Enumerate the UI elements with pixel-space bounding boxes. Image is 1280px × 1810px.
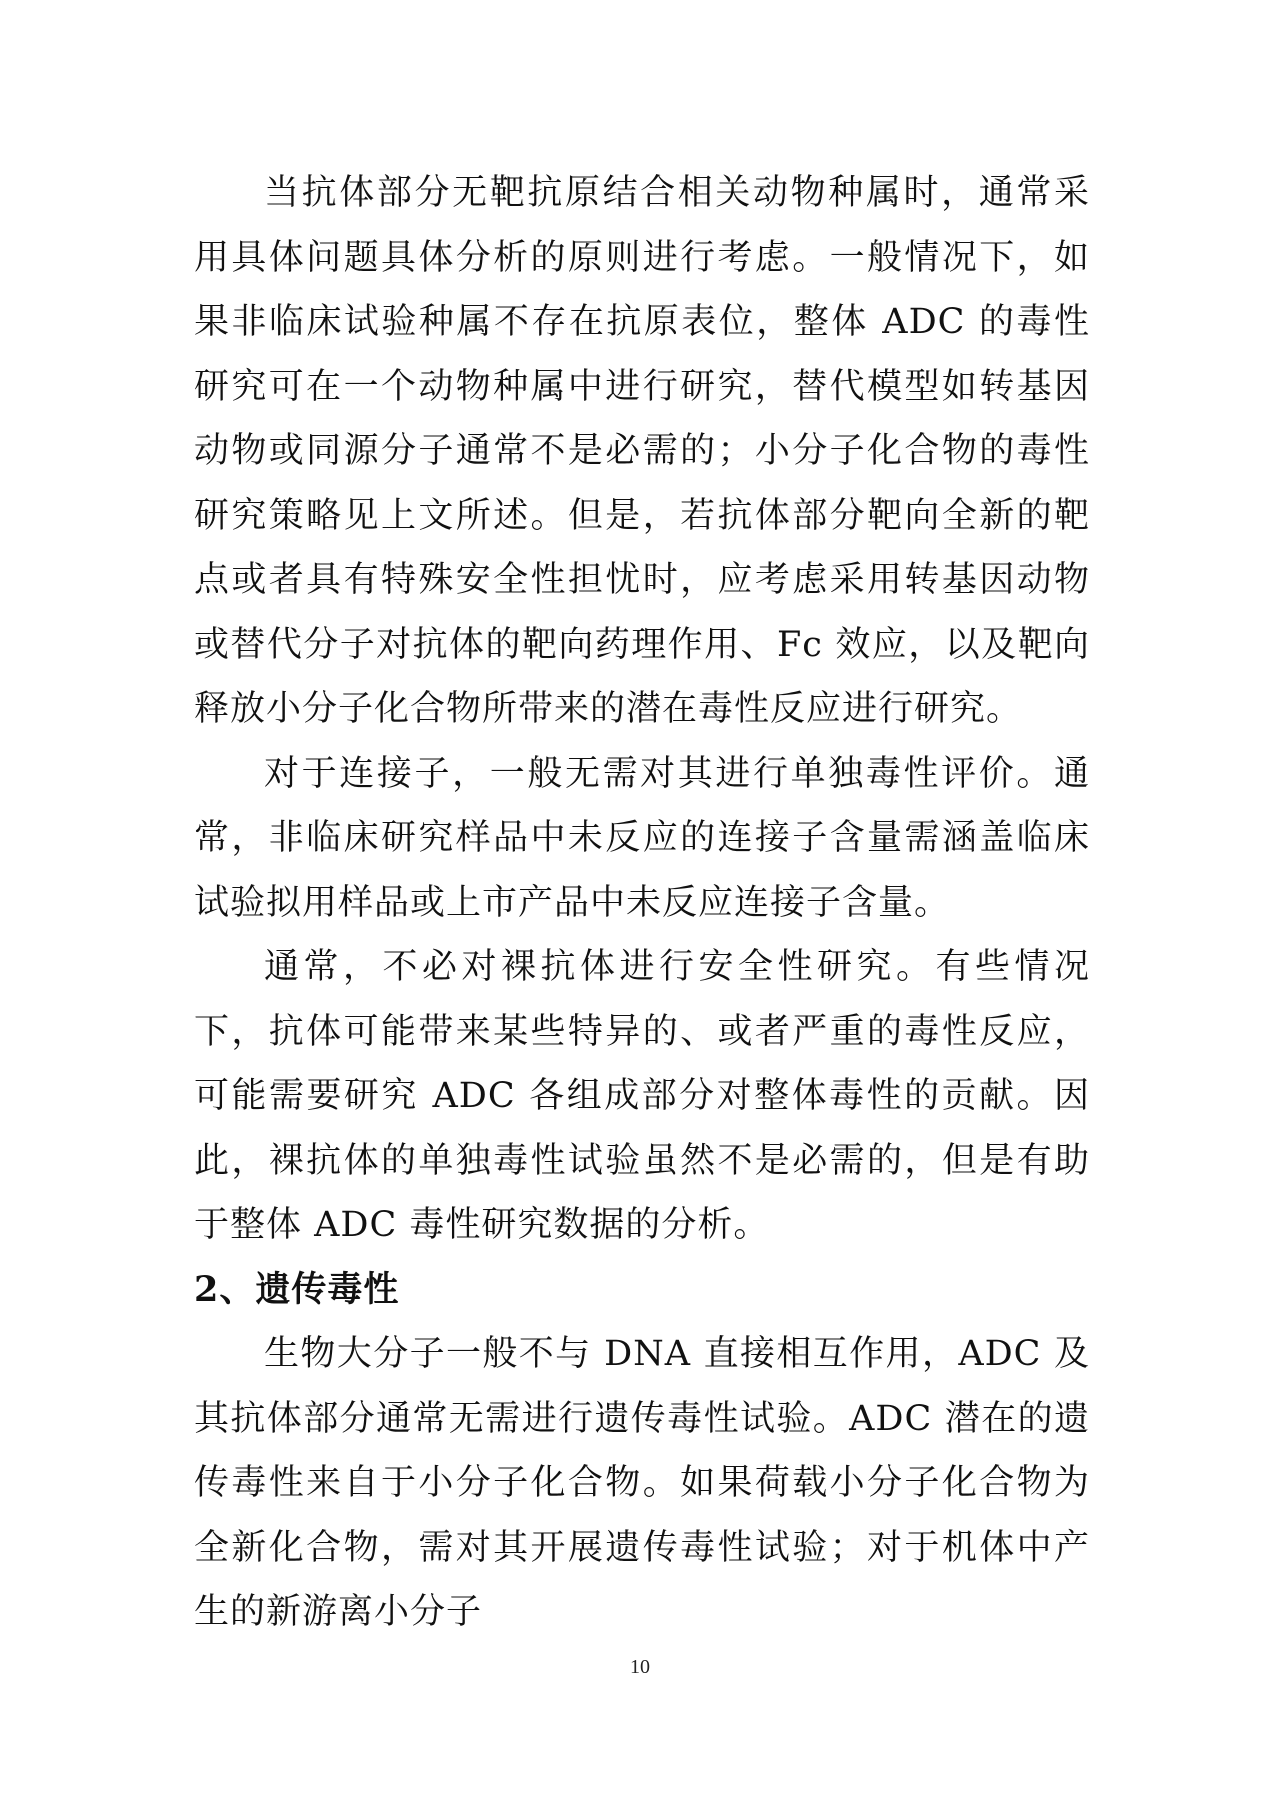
paragraph-naked-antibody: 通常，不必对裸抗体进行安全性研究。有些情况下，抗体可能带来某些特异的、或者严重的毒性反应，可能需要研究 ADC 各组成部分对整体毒性的贡献。因此，裸抗体的单独毒性试验虽然不是必需的，但是有助于整体 ADC 毒性研究数据的分析。 [194, 947, 1090, 1245]
document-body [194, 161, 1090, 1645]
page-number: 10 [630, 1656, 650, 1678]
paragraph-linker: 对于连接子，一般无需对其进行单独毒性评价。通常，非临床研究样品中未反应的连接子含量需涵盖临床试验拟用样品或上市产品中未反应连接子含量。 [194, 753, 1090, 923]
section-heading-genotoxicity: 2、遗传毒性 [194, 1268, 400, 1310]
paragraph-genotoxicity: 生物大分子一般不与 DNA 直接相互作用，ADC 及其抗体部分通常无需进行遗传毒性试验。ADC 潜在的遗传毒性来自于小分子化合物。如果荷载小分子化合物为全新化合物，需对其开展遗传毒性试验；对于机体中产生的新游离小分子 [194, 1334, 1090, 1632]
paragraph-antibody-species: 当抗体部分无靶抗原结合相关动物种属时，通常采用具体问题具体分析的原则进行考虑。一般情况下，如果非临床试验种属不存在抗原表位，整体 ADC 的毒性研究可在一个动物种属中进行研究，替代模型如转基因动物或同源分子通常不是必需的；小分子化合物的毒性研究策略见上文所述。但是，若抗体部分靶向全新的靶点或者具有特殊安全性担忧时，应考虑采用转基因动物或替代分子对抗体的靶向药理作用、Fc 效应，以及靶向释放小分子化合物所带来的潜在毒性反应进行研究。 [194, 173, 1090, 729]
